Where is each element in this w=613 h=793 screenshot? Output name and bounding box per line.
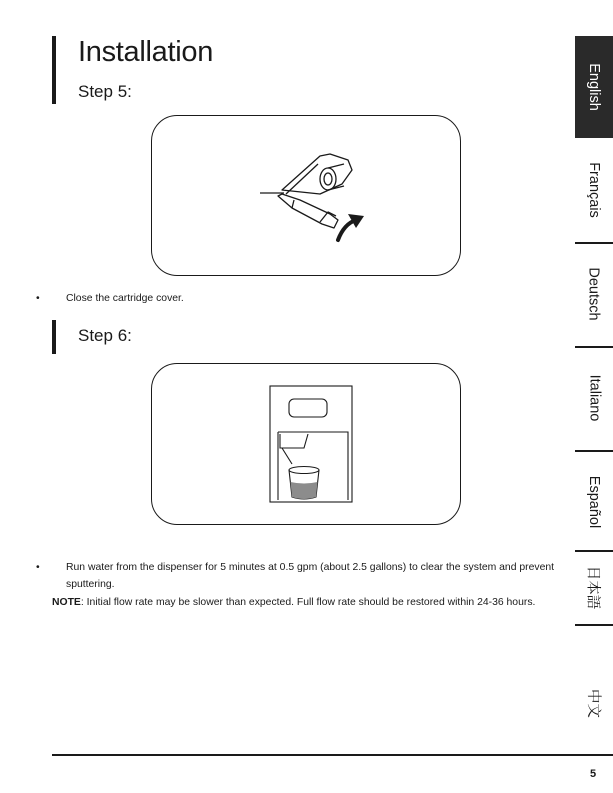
step-5-instruction: Close the cartridge cover. [66, 293, 184, 304]
footer-divider [52, 754, 613, 756]
lang-tab-deutsch[interactable] [575, 244, 613, 344]
step-6-instruction: Run water from the dispenser for 5 minutes at 0.5 gpm (about 2.5 gallons) to clear the system and prevent sputtering. [66, 562, 555, 590]
lang-tab-espanol[interactable] [575, 452, 613, 552]
lang-tab-label: Français [586, 162, 603, 218]
lang-tab-label: Español [586, 475, 602, 529]
lang-tab-label: Italiano [586, 374, 603, 422]
lang-tab-divider [575, 624, 613, 626]
note-text: : Initial flow rate may be slower than expected. Full flow rate should be restored within 24-36 hours. [80, 597, 536, 608]
lang-tab-francais[interactable] [575, 140, 613, 240]
lang-tab-label: Deutsch [586, 267, 603, 321]
dispenser-illustration [152, 364, 462, 526]
lang-tab-english[interactable] [575, 36, 613, 138]
lang-tab-label: 中文 [584, 688, 601, 718]
cup-icon [289, 467, 319, 500]
bullet-icon: • [36, 562, 40, 573]
step-6-accent-bar [52, 320, 56, 354]
note-paragraph [52, 593, 542, 613]
bullet-icon: • [36, 293, 40, 304]
page-number: 5 [590, 768, 597, 780]
note-prefix: NOTE [52, 597, 81, 608]
cartridge-cover-illustration [152, 116, 462, 277]
title-accent-bar [52, 36, 56, 104]
lang-tab-japanese[interactable] [575, 552, 613, 622]
lang-tab-chinese[interactable] [575, 658, 613, 748]
step-5-illustration [151, 115, 461, 276]
step-6-label: Step 6: [78, 326, 132, 345]
page-title: Installation [78, 36, 214, 68]
lang-tab-label: 日本語 [584, 565, 601, 609]
lang-tab-italiano[interactable] [575, 348, 613, 448]
lang-tab-label: English [586, 63, 602, 111]
step-6-illustration [151, 363, 461, 525]
curved-arrow-icon [338, 214, 364, 240]
step-5-label: Step 5: [78, 82, 132, 101]
